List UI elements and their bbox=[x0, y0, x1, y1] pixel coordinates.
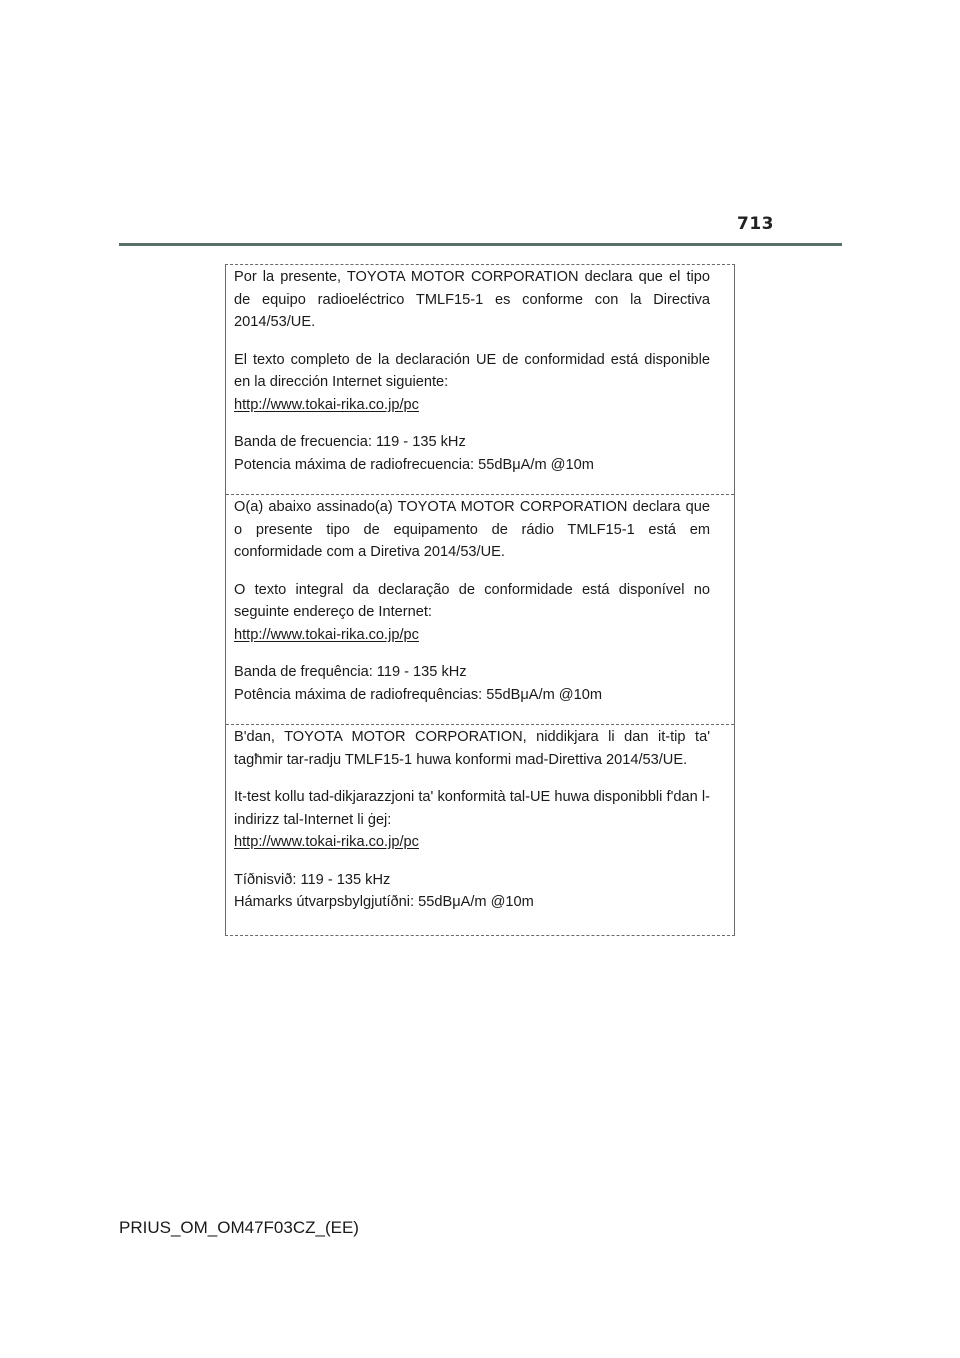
header-rule bbox=[119, 243, 842, 246]
declaration-link[interactable]: http://www.tokai-rika.co.jp/pc bbox=[234, 626, 419, 643]
max-power: Hámarks útvarpsbylgjutíðni: 55dBμA/m @10m bbox=[234, 894, 534, 910]
availability-label: El texto completo de la declaración UE de conformidad está disponible en la dirección Internet siguiente: bbox=[234, 351, 710, 390]
document-code: PRIUS_OM_OM47F03CZ_(EE) bbox=[119, 1218, 359, 1237]
declaration-link[interactable]: http://www.tokai-rika.co.jp/pc bbox=[234, 396, 419, 413]
frequency-band: Tíðnisvið: 119 - 135 kHz bbox=[234, 871, 391, 888]
declaration-link[interactable]: http://www.tokai-rika.co.jp/pc bbox=[234, 834, 419, 850]
availability-text bbox=[234, 786, 710, 854]
page-number: 713 bbox=[737, 214, 774, 234]
conformity-statement: O(a) abaixo assinado(a) TOYOTA MOTOR CORPORATION declara que o presente tipo de equipamento de rádio TMLF15-1 está em conformidade com a Diretiva 2014/53/UE. bbox=[234, 499, 710, 560]
conformity-statement: Por la presente, TOYOTA MOTOR CORPORATION declara que el tipo de equipo radioeléctrico TMLF15-1 es conforme con la Directiva 2014/53/UE. bbox=[234, 269, 710, 330]
declaration-section-portuguese bbox=[226, 494, 734, 724]
frequency-band: Banda de frecuencia: 119 - 135 kHz bbox=[234, 434, 466, 450]
frequency-band: Banda de frequência: 119 - 135 kHz bbox=[234, 664, 467, 680]
declaration-section-spanish bbox=[226, 265, 734, 494]
conformity-statement: B'dan, TOYOTA MOTOR CORPORATION, niddikjara li dan it-tip ta' tagħmir tar-radju TMLF15-1 huwa konformi mad-Direttiva 2014/53/UE. bbox=[234, 729, 710, 768]
availability-label: O texto integral da declaração de conformidade está disponível no seguinte endereço de Internet: bbox=[234, 581, 710, 620]
declaration-section-maltese-icelandic bbox=[226, 724, 734, 935]
declaration-box bbox=[225, 264, 735, 936]
max-power: Potencia máxima de radiofrecuencia: 55dBμA/m @10m bbox=[234, 456, 594, 473]
availability-text bbox=[234, 349, 710, 417]
max-power: Potência máxima de radiofrequências: 55dBμA/m @10m bbox=[234, 686, 602, 703]
availability-text bbox=[234, 579, 710, 647]
availability-label: It-test kollu tad-dikjarazzjoni ta' konformità tal-UE huwa disponibbli f'dan l-indirizz tal-Internet li ġej: bbox=[234, 789, 710, 828]
